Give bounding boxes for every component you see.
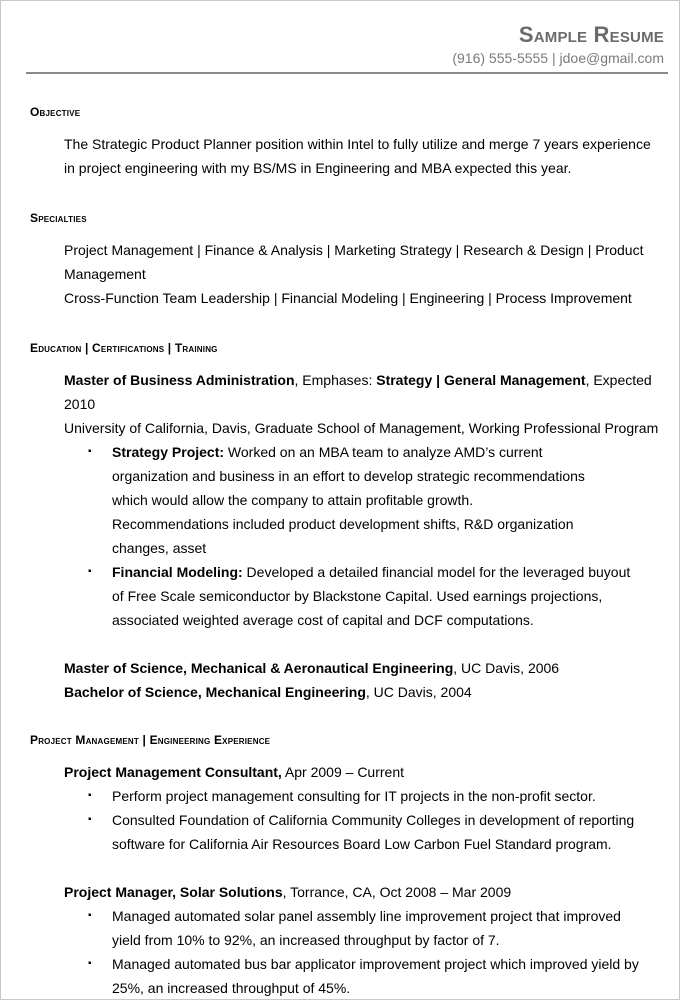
objective-section	[30, 104, 662, 180]
job-bullet-list	[30, 784, 652, 856]
resume-header	[452, 22, 664, 66]
mba-bullet-list	[30, 440, 662, 632]
header-divider	[26, 72, 668, 74]
bullet-text: Managed automated solar panel assembly line improvement project that improved yield from 10% to 92%, an increased throughput by factor of 7.	[112, 908, 621, 948]
objective-heading: Objective	[30, 105, 81, 119]
specialties-heading: Specialties	[30, 211, 87, 225]
bullet-icon: ▪	[88, 446, 92, 457]
ms-degree-line	[30, 656, 662, 680]
experience-section	[30, 732, 662, 1000]
job-bullet-list	[30, 904, 652, 1000]
job-title-line	[30, 880, 662, 904]
list-item	[88, 952, 652, 1000]
bullet-label: Financial Modeling:	[112, 564, 243, 580]
job-details: , Torrance, CA, Oct 2008 – Mar 2009	[282, 884, 512, 900]
bullet-text: Managed automated bus bar applicator improvement project which improved yield by 25%, an increased throughput of 45%.	[112, 956, 639, 996]
ms-details: , UC Davis, 2006	[453, 660, 560, 676]
objective-text: The Strategic Product Planner position within Intel to fully utilize and merge 7 years experience in project engineering with my BS/MS in Engineering and MBA expected this year.	[64, 136, 651, 176]
education-heading: Education | Certifications | Training	[30, 341, 218, 355]
experience-heading: Project Management | Engineering Experience	[30, 733, 271, 747]
mba-emphases-label: , Emphases:	[294, 372, 377, 388]
bs-details: , UC Davis, 2004	[365, 684, 472, 700]
list-item	[88, 904, 652, 952]
job-title: Project Manager, Solar Solutions	[64, 884, 283, 900]
education-section	[30, 340, 662, 704]
mba-emphases: Strategy | General Management	[376, 372, 586, 388]
specialties-line-2: Cross-Function Team Leadership | Financial Modeling | Engineering | Process Improvement	[64, 290, 632, 306]
bullet-text: Perform project management consulting for IT projects in the non-profit sector.	[112, 788, 596, 804]
contact-info: (916) 555-5555 | jdoe@gmail.com	[452, 50, 664, 66]
mba-degree: Master of Business Administration	[64, 372, 295, 388]
bullet-text: Worked on an MBA team to analyze AMD’s current organization and business in an effort to develop strategic recommendations which would allow the company to attain profitable growth. Recommendations included product development shifts, R&D organization changes, asset	[112, 444, 585, 556]
bullet-icon: ▪	[88, 958, 92, 969]
bullet-icon: ▪	[88, 814, 92, 825]
job-details: Apr 2009 – Current	[281, 764, 404, 780]
list-item	[88, 808, 652, 856]
bullet-text: Developed a detailed financial model for the leveraged buyout of Free Scale semiconductor by Blackstone Capital. Used earnings projections, associated weighted average cost of capital and DCF computations.	[112, 564, 631, 628]
list-item	[88, 440, 592, 560]
bullet-label: Strategy Project:	[112, 444, 225, 460]
list-item	[88, 560, 642, 632]
job-title-line	[30, 760, 662, 784]
ms-degree: Master of Science, Mechanical & Aeronautical Engineering	[64, 660, 454, 676]
bullet-icon: ▪	[88, 566, 92, 577]
bullet-text: Consulted Foundation of California Community Colleges in development of reporting software for California Air Resources Board Low Carbon Fuel Standard program.	[112, 812, 635, 852]
bs-degree: Bachelor of Science, Mechanical Engineering	[64, 684, 366, 700]
resume-body	[30, 104, 662, 1000]
bullet-icon: ▪	[88, 790, 92, 801]
bullet-icon: ▪	[88, 910, 92, 921]
mba-expected: , Expected 2010	[64, 372, 652, 412]
mba-degree-line	[30, 368, 660, 416]
specialties-line-1: Project Management | Finance & Analysis | Marketing Strategy | Research & Design | Product Management	[64, 242, 644, 282]
bs-degree-line	[30, 680, 662, 704]
specialties-section	[30, 210, 662, 310]
resume-title: Sample Resume	[518, 22, 664, 47]
list-item	[88, 784, 652, 808]
job-title: Project Management Consultant,	[64, 764, 282, 780]
mba-school: University of California, Davis, Graduate School of Management, Working Professional Program	[64, 420, 659, 436]
